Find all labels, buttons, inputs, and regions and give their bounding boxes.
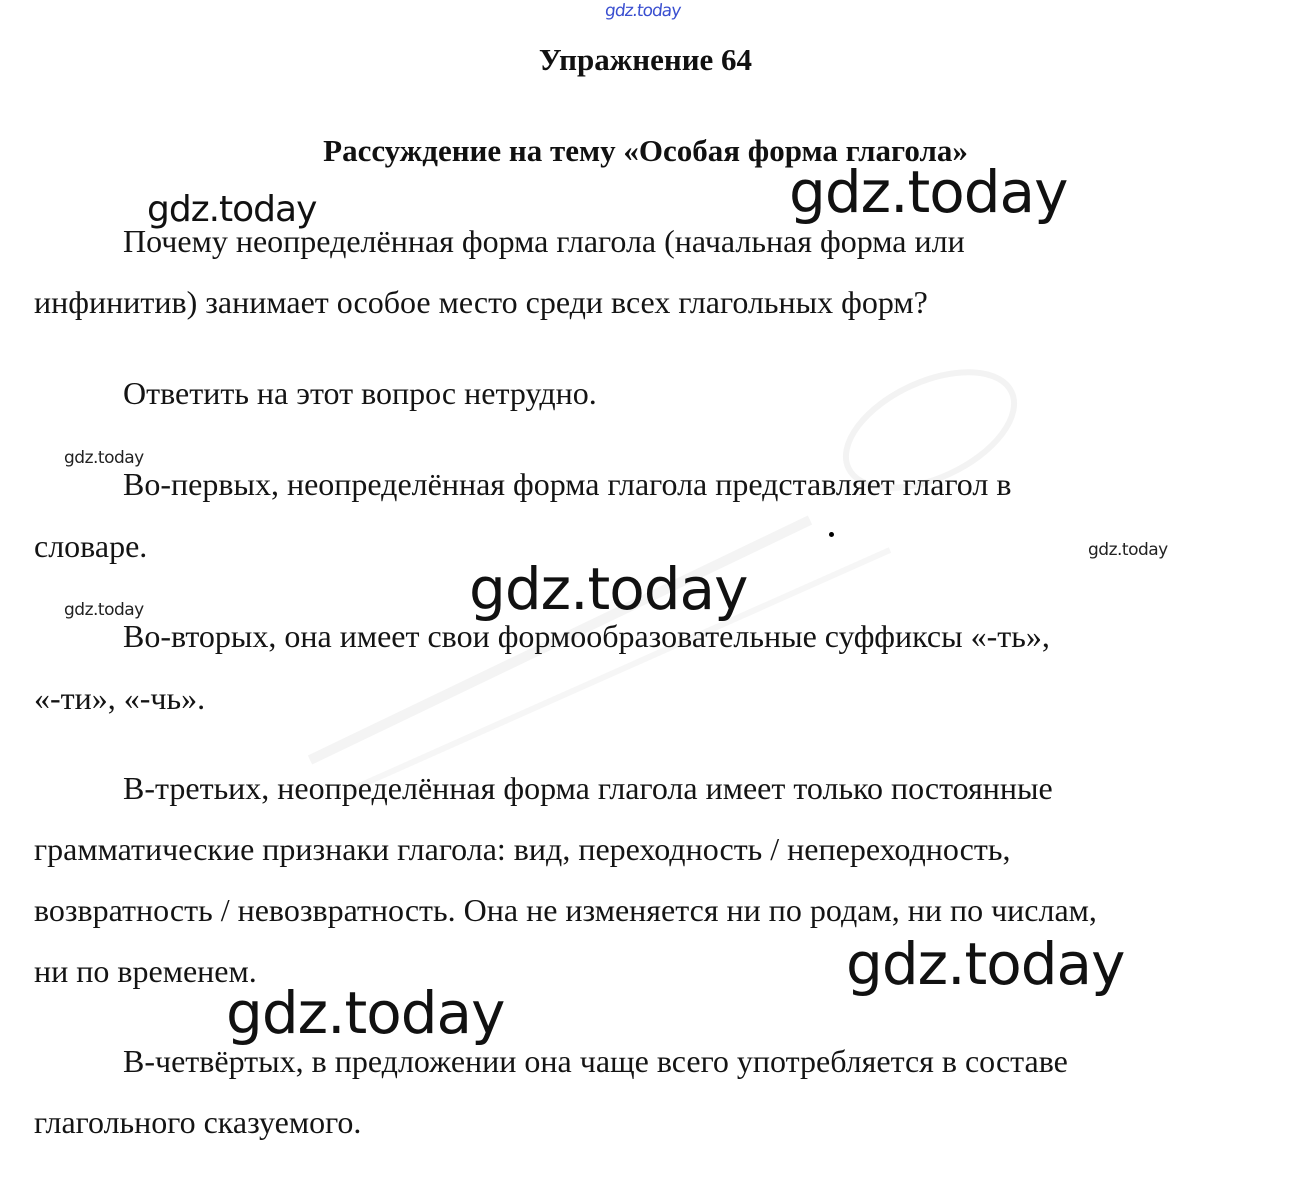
paragraph-line: Ответить на этот вопрос нетрудно. [123, 375, 597, 411]
paragraph-line: возвратность / невозвратность. Она не изменяется ни по родам, ни по числам, [34, 892, 1097, 928]
watermark-small: gdz.today [64, 448, 144, 468]
paragraph-line: глагольного сказуемого. [34, 1104, 362, 1140]
exercise-title: Упражнение 64 [538, 42, 753, 77]
watermark-medium: gdz.today [147, 189, 317, 230]
stray-dot [829, 532, 834, 537]
paragraph-line: Во-вторых, она имеет свои формообразовательные суффиксы «-ть», [123, 618, 1050, 654]
watermark-small: gdz.today [64, 600, 144, 620]
watermark-large: gdz.today [226, 979, 505, 1047]
paragraph-line: Почему неопределённая форма глагола (начальная форма или [123, 223, 965, 259]
watermark-small: gdz.today [1088, 540, 1168, 560]
paragraph-line: Во-первых, неопределённая форма глагола представляет глагол в [123, 466, 1012, 502]
watermark-large: gdz.today [789, 158, 1068, 226]
watermark-large: gdz.today [846, 930, 1125, 998]
paragraph-line: грамматические признаки глагола: вид, переходность / непереходность, [34, 831, 1011, 867]
watermark-large: gdz.today [469, 555, 748, 623]
essay-title: Рассуждение на тему «Особая форма глагола» [323, 133, 968, 168]
watermark-top: gdz.today [604, 1, 682, 21]
paragraph-line: ни по временем. [34, 953, 257, 989]
paragraph-line: В-четвёртых, в предложении она чаще всего употребляется в составе [123, 1043, 1068, 1079]
paragraph-line: «-ти», «-чь». [34, 680, 206, 716]
paragraph-line: инфинитив) занимает особое место среди всех глагольных форм? [34, 284, 928, 320]
paragraph-line: словаре. [34, 528, 148, 564]
paragraph-line: В-третьих, неопределённая форма глагола имеет только постоянные [123, 770, 1053, 806]
